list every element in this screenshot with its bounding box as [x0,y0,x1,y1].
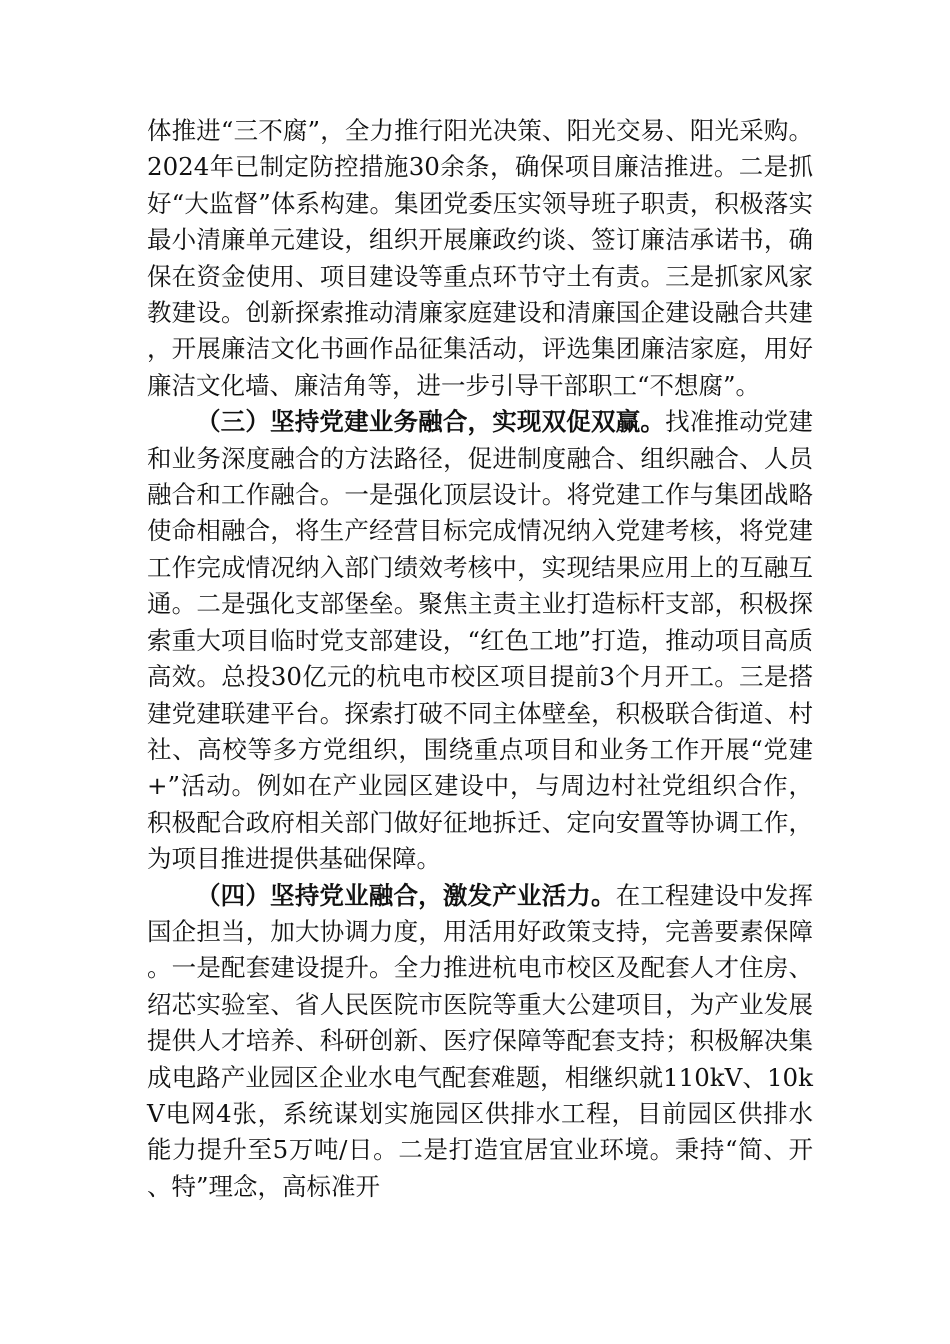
section-heading: （四）坚持党业融合，激发产业活力。 [196,880,616,910]
paragraph-text: 找准推动党建和业务深度融合的方法路径，促进制度融合、组织融合、人员融合和工作融合。一是强化顶层设计。将党建工作与集团战略使命相融合，将生产经营目标完成情况纳入党建考核，将党建工作完成情况纳入部门绩效考核中，实现结果应用上的互融互通。二是强化支部堡垒。聚焦主责主业打造标杆支部，积极探索重大项目临时党支部建设，“红色工地”打造，推动项目高质高效。总投30亿元的杭电市校区项目提前3个月开工。三是搭建党建联建平台。探索打破不同主体壁垒，积极联合街道、村社、高校等多方党组织，围绕重点项目和业务工作开展“党建+”活动。例如在产业园区建设中，与周边村社党组织合作，积极配合政府相关部门做好征地拆迁、定向安置等协调工作，为项目推进提供基础保障。 [147,407,813,874]
section-heading: （三）坚持党建业务融合，实现双促双赢。 [196,407,666,437]
document-body [147,113,813,1205]
paragraph-text: 在工程建设中发挥国企担当，加大协调力度，用活用好政策支持，完善要素保障。一是配套建设提升。全力推进杭电市校区及配套人才住房、绍芯实验室、省人民医院市医院等重大公建项目，为产业发展提供人才培养、科研创新、医疗保障等配套支持；积极解决集成电路产业园区企业水电气配套难题，相继织就110kV、10kV电网4张，系统谋划实施园区供排水工程，目前园区供排水能力提升至5万吨/日。二是打造宜居宜业环境。秉持“简、开、特”理念，高标准开 [147,880,813,1201]
paragraph-section-four [147,878,813,1206]
paragraph-text: 体推进“三不腐”，全力推行阳光决策、阳光交易、阳光采购。2024年已制定防控措施30余条，确保项目廉洁推进。二是抓好“大监督”体系构建。集团党委压实领导班子职责，积极落实最小清廉单元建设，组织开展廉政约谈、签订廉洁承诺书，确保在资金使用、项目建设等重点环节守土有责。三是抓家风家教建设。创新探索推动清廉家庭建设和清廉国企建设融合共建，开展廉洁文化书画作品征集活动，评选集团廉洁家庭，用好廉洁文化墙、廉洁角等，进一步引导干部职工“不想腐”。 [147,116,813,400]
paragraph-section-three [147,404,813,877]
paragraph-continuation [147,113,813,404]
